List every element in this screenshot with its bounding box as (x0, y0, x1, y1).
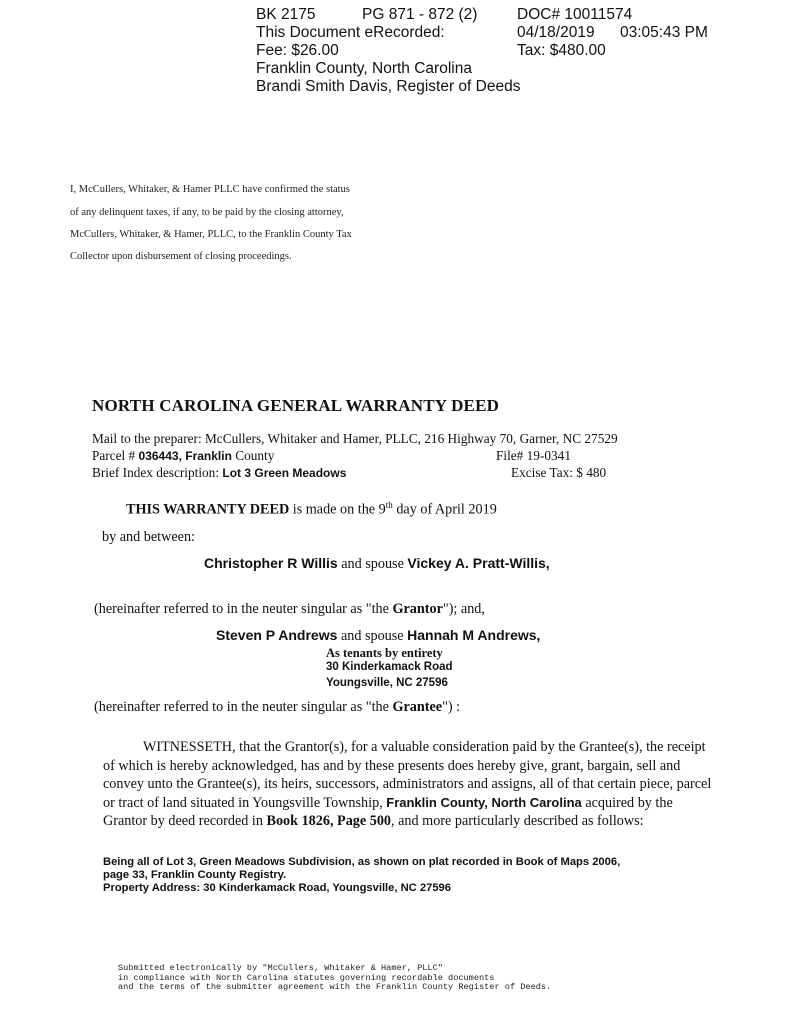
footer-line: in compliance with North Carolina statutes governing recordable documents (118, 972, 495, 983)
tax-note-line: McCullers, Whitaker, & Hamer, PLLC, to the Franklin County Tax (70, 229, 352, 240)
register-of-deeds: Brandi Smith Davis, Register of Deeds (256, 78, 521, 95)
parcel-label: Parcel # (92, 448, 139, 463)
grantor-ref-prefix: (hereinafter referred to in the neuter singular as "the (94, 601, 393, 617)
recording-fee: Fee: $26.00 (256, 42, 339, 59)
county-state: Franklin County, North Carolina (386, 794, 582, 810)
electronic-submission-footer (118, 964, 551, 993)
witnesseth-text-1: WITNESSETH, that the Grantor(s), for a valuable consideration paid by the Grantee(s), the receipt of which is hereby acknowledged, has and by these presents does hereby give, grant, bargain, sell and convey unto the Grantee(s), its heirs, successors, administrators and assigns, all of that certain piece, parcel or tract of land situated in Youngsville Township, (103, 739, 712, 811)
witnesseth-text-3: , and more particularly described as follows: (391, 813, 644, 829)
grantor-names (204, 555, 550, 573)
book-page-reference: Book 1826, Page 500 (266, 813, 392, 829)
tax-note-line: Collector upon disbursement of closing proceedings. (70, 251, 292, 262)
by-and-between: by and between: (102, 529, 195, 545)
grantee-term: Grantee (392, 699, 443, 715)
brief-index (92, 465, 346, 481)
deed-date-ordinal: th (385, 500, 393, 510)
spouse-word: and spouse (337, 628, 408, 644)
footer-line: and the terms of the submitter agreement with the Franklin County Register of Deeds. (118, 982, 552, 993)
mail-to-preparer: Mail to the preparer: McCullers, Whitaker and Hamer, PLLC, 216 Highway 70, Garner, NC 27529 (92, 431, 618, 446)
witnesseth-paragraph (103, 738, 715, 831)
tax-note-line: of any delinquent taxes, if any, to be paid by the closing attorney, (70, 207, 344, 218)
recorded-time: 03:05:43 PM (620, 24, 708, 41)
deed-date-suffix: day of April 2019 (392, 501, 497, 518)
grantor-spouse-name: Vickey A. Pratt-Willis, (407, 555, 550, 571)
grantee-names (216, 627, 540, 645)
legal-line: Being all of Lot 3, Green Meadows Subdivision, as shown on plat recorded in Book of Maps 2006, (103, 856, 621, 868)
grantee-spouse-name: Hannah M Andrews, (407, 627, 541, 643)
deed-title: NORTH CAROLINA GENERAL WARRANTY DEED (92, 396, 500, 415)
excise-tax: Excise Tax: $ 480 (511, 465, 607, 480)
grantee-address-city: Youngsville, NC 27596 (326, 677, 448, 689)
parcel-county: County (231, 448, 275, 463)
grantee-reference (94, 699, 460, 716)
recorded-date: 04/18/2019 (517, 24, 595, 41)
grantee-ref-suffix: ") : (442, 699, 461, 715)
property-address: Property Address: 30 Kinderkamack Road, Youngsville, NC 27596 (103, 882, 451, 894)
parcel-number (92, 448, 274, 464)
spouse-word: and spouse (337, 556, 408, 572)
grantor-term: Grantor (392, 601, 443, 617)
tenancy-type: As tenants by entirety (326, 646, 443, 660)
erecorded-label: This Document eRecorded: (256, 24, 445, 41)
grantor-reference (94, 601, 485, 618)
document-number: DOC# 10011574 (517, 6, 633, 23)
tax-note-line: I, McCullers, Whitaker, & Hamer PLLC have confirmed the status (70, 184, 350, 195)
grantor-ref-suffix: "); and, (442, 601, 485, 617)
recording-tax: Tax: $480.00 (517, 42, 606, 59)
footer-line: Submitted electronically by "McCullers, Whitaker & Hamer, PLLC" (118, 963, 443, 973)
witnesseth-text-2: acquired by the Grantor by deed recorded in (103, 794, 673, 829)
brief-index-label: Brief Index description: (92, 465, 223, 480)
grantee-name: Steven P Andrews (216, 627, 338, 643)
legal-description (103, 856, 620, 895)
deed-date-statement (126, 500, 497, 519)
page-range: PG 871 - 872 (2) (362, 6, 478, 23)
deed-date-prefix: is made on the 9 (289, 501, 386, 518)
warranty-deed-phrase: THIS WARRANTY DEED (126, 501, 290, 518)
recording-county: Franklin County, North Carolina (256, 60, 472, 77)
grantee-ref-prefix: (hereinafter referred to in the neuter singular as "the (94, 699, 393, 715)
brief-index-value: Lot 3 Green Meadows (222, 466, 347, 480)
file-number: File# 19-0341 (496, 448, 571, 463)
parcel-value: 036443, Franklin (138, 449, 232, 463)
grantor-name: Christopher R Willis (204, 555, 338, 571)
book-number: BK 2175 (256, 6, 316, 23)
grantee-address-street: 30 Kinderkamack Road (326, 661, 453, 673)
legal-line: page 33, Franklin County Registry. (103, 869, 287, 881)
